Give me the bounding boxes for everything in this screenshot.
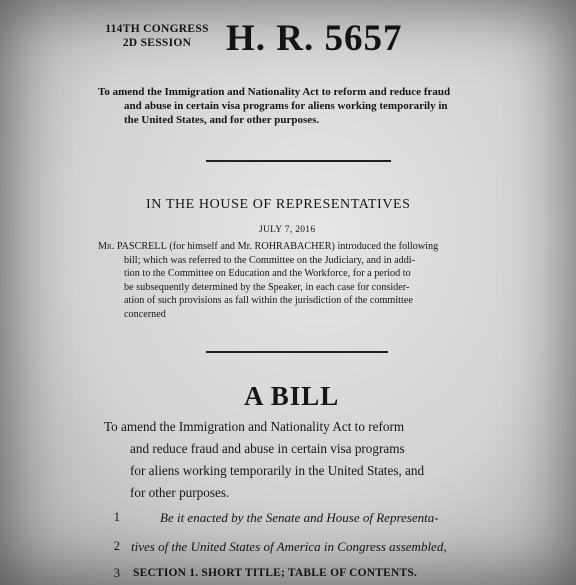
sponsor-name: Mr. PASCRELL	[98, 241, 167, 252]
enacting-clause-line: Be it enacted by the Senate and House of Representa-	[160, 510, 439, 525]
summary-main-line: for aliens working temporarily in the United States, and	[130, 463, 425, 478]
congress-session-block	[96, 22, 218, 50]
bill-number: H. R. 5657	[226, 18, 403, 59]
bill-summary-top	[98, 85, 503, 127]
line-number: 2	[113, 539, 120, 553]
session-label: 2D SESSION	[122, 37, 192, 49]
intro-line: concerned	[124, 308, 166, 320]
enacting-clause-line: tives of the United States of America in Congress assembled,	[131, 539, 447, 554]
intro-line: ation of such provisions as fall within the jurisdiction of the committee	[124, 295, 413, 307]
introduction-paragraph	[98, 240, 508, 322]
summary-top-line: and abuse in certain visa programs for aliens working temporarily in	[124, 100, 448, 112]
divider-rule	[206, 351, 388, 353]
line-number: 1	[113, 510, 120, 524]
summary-top-line: the United States, and for other purposes.	[124, 114, 320, 126]
summary-top-line: To amend the Immigration and Nationality Act to reform and reduce fraud	[98, 86, 451, 98]
line-number: 3	[113, 566, 120, 580]
bill-summary-main	[104, 416, 514, 504]
intro-line-rest: (for himself and Mr. ROHRABACHER) introduced the following	[166, 241, 439, 252]
a-bill-heading: A BILL	[244, 381, 340, 411]
introduction-date: JULY 7, 2016	[259, 225, 316, 235]
house-heading: IN THE HOUSE OF REPRESENTATIVES	[146, 197, 411, 212]
summary-main-line: for other purposes.	[130, 485, 230, 500]
divider-rule	[206, 160, 391, 162]
section-title: SECTION 1. SHORT TITLE; TABLE OF CONTENTS.	[133, 567, 418, 579]
intro-line	[98, 240, 508, 254]
summary-main-line: To amend the Immigration and Nationality Act to reform	[104, 419, 405, 434]
congress-label: 114TH CONGRESS	[105, 23, 209, 35]
intro-line: be subsequently determined by the Speaker, in each case for consider-	[124, 281, 410, 293]
intro-line: tion to the Committee on Education and the Workforce, for a period to	[124, 268, 411, 280]
intro-line: bill; which was referred to the Committee on the Judiciary, and in addi-	[124, 254, 416, 266]
summary-main-line: and reduce fraud and abuse in certain visa programs	[130, 441, 405, 456]
